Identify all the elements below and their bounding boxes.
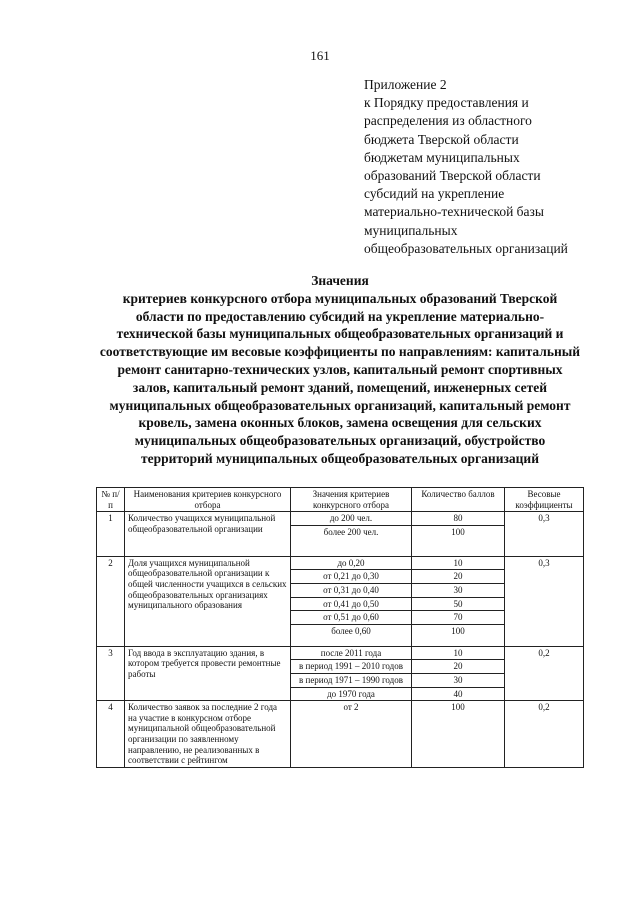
criterion-value: от 0,51 до 0,60 [291, 611, 412, 625]
heading-line: муниципальных общеобразовательных организаций, капитальный ремонт [109, 397, 571, 413]
criterion-value: от 2 [291, 701, 412, 768]
criterion-value: после 2011 года [291, 646, 412, 660]
heading-line: области по предоставлению субсидий на укрепление материально- [135, 308, 545, 324]
appendix-line: общеобразовательных организаций [364, 240, 568, 256]
weight-coefficient: 0,3 [505, 512, 584, 557]
criterion-value: более 0,60 [291, 624, 412, 646]
heading-line: соответствующие им весовые коэффициенты по направлениям: капитальный [99, 344, 581, 360]
criterion-points: 80 [412, 512, 505, 526]
header-value: Значения критериев конкурсного отбора [291, 488, 412, 512]
header-name: Наименования критериев конкурсного отбора [125, 488, 291, 512]
heading-line: муниципальных общеобразовательных организаций, обустройство [134, 433, 546, 449]
heading-line: критериев конкурсного отбора муниципальных образований Тверской [122, 290, 558, 306]
criterion-points: 20 [412, 570, 505, 584]
table-row [97, 556, 584, 570]
criterion-points: 10 [412, 646, 505, 660]
table-row [97, 512, 584, 526]
criterion-value: до 0,20 [291, 556, 412, 570]
criterion-name: Количество заявок за последние 2 года на участие в конкурсном отборе муниципальной общеобразовательной организации по заявленному направлению, не реализованных в соответствии с рейтингом [125, 701, 291, 768]
criterion-value: от 0,31 до 0,40 [291, 583, 412, 597]
header-num: № п/п [97, 488, 125, 512]
heading-line: технической базы муниципальных общеобразовательных организаций и [116, 326, 564, 342]
heading-line: Значения [311, 273, 369, 288]
criterion-name: Количество учащихся муниципальной общеобразовательной организации [125, 512, 291, 557]
heading-line: ремонт санитарно-технических узлов, капитальный ремонт спортивных [117, 361, 563, 377]
criterion-name: Доля учащихся муниципальной общеобразовательной организации к общей численности учащихся в сельских общеобразовательных организациях муниципального образования [125, 556, 291, 646]
appendix-line: образований Тверской области [364, 168, 541, 184]
header-coef: Весовые коэффициенты [505, 488, 584, 512]
heading-line: территорий муниципальных общеобразовательных организаций [140, 450, 539, 466]
weight-coefficient: 0,2 [505, 701, 584, 768]
table-row [97, 646, 584, 660]
weight-coefficient: 0,2 [505, 646, 584, 700]
criterion-value: в период 1971 – 1990 годов [291, 673, 412, 687]
criterion-value: до 200 чел. [291, 512, 412, 526]
heading-line: кровель, замена оконных блоков, замена освещения для сельских [138, 415, 542, 431]
criterion-points: 30 [412, 673, 505, 687]
criterion-points: 20 [412, 660, 505, 674]
criterion-name: Год ввода в эксплуатацию здания, в котором требуется провести ремонтные работы [125, 646, 291, 700]
page-number: 161 [310, 48, 330, 63]
criterion-points: 70 [412, 611, 505, 625]
row-number: 4 [97, 701, 125, 768]
appendix-line: бюджета Тверской области [364, 131, 519, 147]
header-points: Количество баллов [412, 488, 505, 512]
criterion-points: 30 [412, 583, 505, 597]
table-header-row [97, 488, 584, 512]
appendix-line: муниципальных [364, 222, 458, 238]
table-row [97, 701, 584, 768]
appendix-block [364, 76, 604, 258]
criteria-table [96, 487, 584, 768]
criterion-points: 100 [412, 525, 505, 556]
criterion-points: 100 [412, 701, 505, 768]
row-number: 1 [97, 512, 125, 557]
criterion-value: до 1970 года [291, 687, 412, 701]
appendix-line: распределения из областного [364, 113, 532, 129]
criterion-points: 50 [412, 597, 505, 611]
weight-coefficient: 0,3 [505, 556, 584, 646]
appendix-line: Приложение 2 [364, 77, 447, 92]
criterion-value: от 0,21 до 0,30 [291, 570, 412, 584]
appendix-line: к Порядку предоставления и [364, 95, 529, 111]
row-number: 2 [97, 556, 125, 646]
criterion-points: 40 [412, 687, 505, 701]
appendix-line: материально-технической базы [364, 204, 544, 220]
row-number: 3 [97, 646, 125, 700]
criterion-points: 10 [412, 556, 505, 570]
criterion-value: в период 1991 – 2010 годов [291, 660, 412, 674]
appendix-line: субсидий на укрепление [364, 186, 505, 202]
appendix-line: бюджетам муниципальных [364, 149, 520, 165]
criterion-value: более 200 чел. [291, 525, 412, 556]
criterion-points: 100 [412, 624, 505, 646]
heading-line: залов, капитальный ремонт зданий, помещений, инженерных сетей [132, 379, 548, 395]
criterion-value: от 0,41 до 0,50 [291, 597, 412, 611]
document-heading [70, 272, 610, 468]
